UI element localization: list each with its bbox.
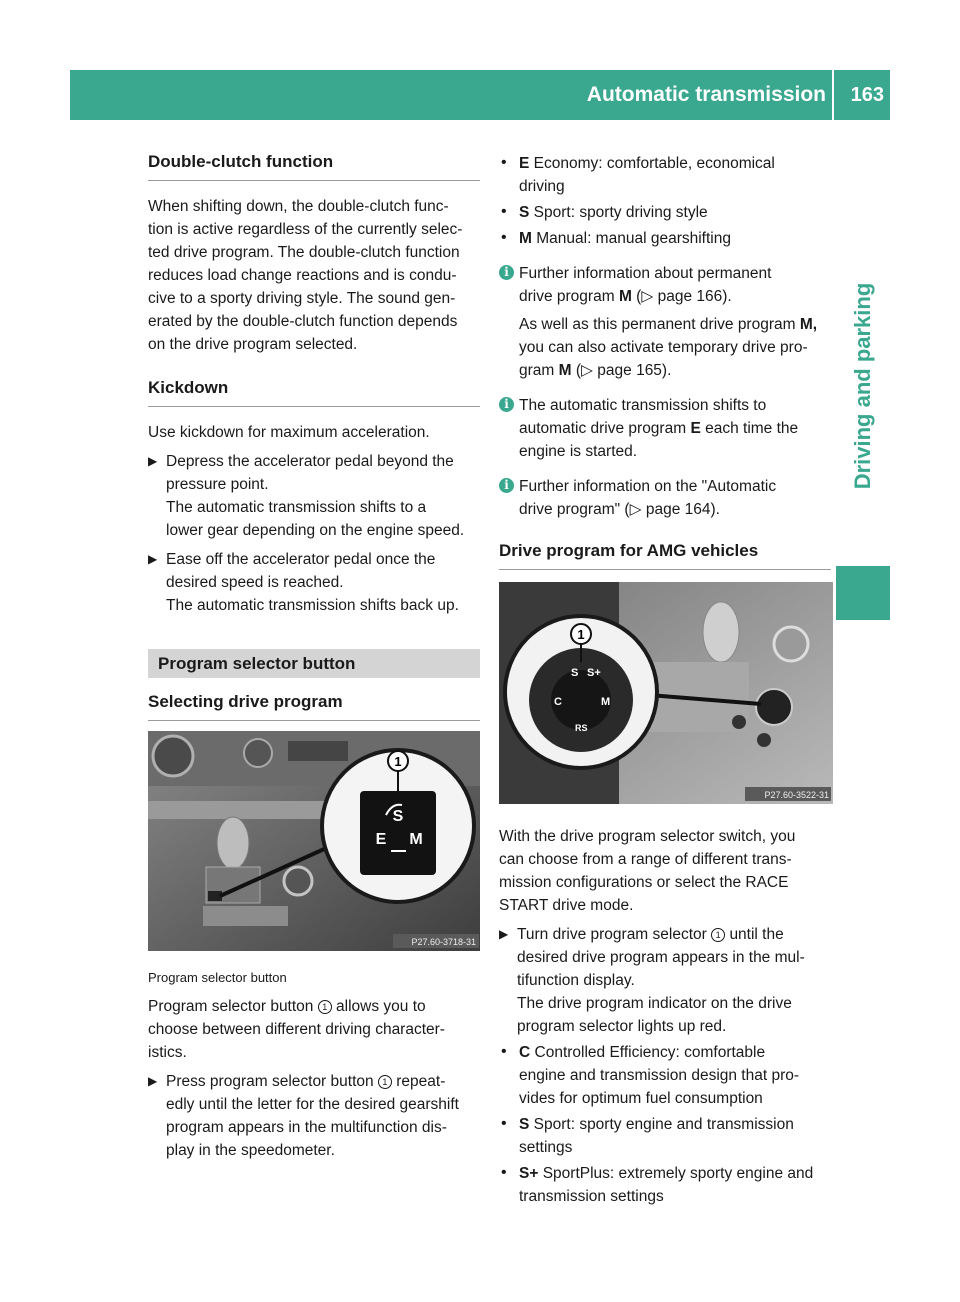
- step-arrow-icon: ▶: [148, 1074, 158, 1088]
- double-clutch-text: When shifting down, the double-clutch func- tion is active regardless of the currently selec- ted drive program. The double-clutch function reduces load change reactions and is condu- cive to a sporty driving style. The sound gen- erated by the double-clutch function depends on the drive program selected.: [148, 198, 463, 353]
- mode-list-item: • M Manual: manual gearshifting: [499, 227, 831, 250]
- amg-selector-photo: [499, 582, 833, 804]
- page-ref-arrow-icon: ▷: [629, 501, 642, 518]
- bullet-icon: •: [501, 1164, 507, 1181]
- svg-text:M: M: [409, 831, 423, 848]
- amg-intro-text: With the drive program selector switch, you can choose from a range of different trans- mission configurations or select the RACE START drive mode.: [499, 828, 796, 914]
- amg-selector-figure: [499, 582, 831, 811]
- amg-drive-program-heading: Drive program for AMG vehicles: [499, 539, 831, 570]
- side-color-block: [836, 566, 890, 620]
- section-side-tab: [836, 226, 890, 546]
- selecting-drive-program-heading: Selecting drive program: [148, 690, 480, 721]
- figure-caption: Program selector button: [148, 970, 287, 985]
- kickdown-step-2: ▶ Ease off the accelerator pedal once the desired speed is reached. The automatic transmission shifts back up.: [148, 548, 480, 617]
- info-note-1: i Further information about permanent drive program M (▷ page 166).: [499, 262, 831, 308]
- mode-list-item: • S Sport: sporty driving style: [499, 201, 831, 224]
- svg-text:C: C: [554, 696, 562, 708]
- program-selector-figure: [148, 731, 480, 958]
- program-selector-section-title: Program selector button: [148, 649, 480, 678]
- chapter-title: Automatic transmission: [586, 83, 826, 106]
- turn-selector-step: ▶ Turn drive program selector 1 until the desired drive program appears in the mul- tifunction display. The drive program indicator on the drive program selector lights up red.: [499, 923, 831, 1038]
- double-clutch-heading: Double-clutch function: [148, 150, 480, 181]
- info-icon: i: [499, 478, 514, 493]
- info-note-1-extra: As well as this permanent drive program M, you can also activate temporary drive pro- gram M (▷ page 165).: [519, 316, 818, 379]
- page-ref-arrow-icon: ▷: [641, 288, 654, 305]
- right-column: [499, 150, 831, 1208]
- svg-text:M: M: [601, 696, 611, 708]
- callout-1-icon: 1: [318, 1000, 332, 1014]
- step-arrow-icon: ▶: [148, 454, 158, 468]
- bullet-icon: •: [501, 229, 507, 246]
- kickdown-heading: Kickdown: [148, 376, 480, 407]
- svg-text:S: S: [392, 808, 404, 825]
- callout-1-icon: 1: [378, 1075, 392, 1089]
- press-selector-step: ▶ Press program selector button 1 repeat- edly until the letter for the desired gearshift program appears in the multifunction dis- play in the speedometer.: [148, 1070, 480, 1162]
- bullet-icon: •: [501, 203, 507, 220]
- bullet-icon: •: [501, 154, 507, 171]
- step-arrow-icon: ▶: [148, 552, 158, 566]
- bullet-icon: •: [501, 1115, 507, 1132]
- mode-list-item: • E Economy: comfortable, economical driving: [499, 152, 831, 198]
- page-ref-arrow-icon: ▷: [581, 362, 593, 379]
- left-column: [148, 150, 480, 1162]
- svg-text:E: E: [375, 831, 387, 848]
- svg-text:P27.60-3718-31: P27.60-3718-31: [411, 937, 476, 947]
- amg-mode-item: • C Controlled Efficiency: comfortable engine and transmission design that pro- vides for optimum fuel consumption: [499, 1041, 831, 1110]
- program-selector-text: Program selector button 1 allows you to choose between different driving character- istics.: [148, 998, 445, 1061]
- info-icon: i: [499, 265, 514, 280]
- kickdown-step-1: ▶ Depress the accelerator pedal beyond the pressure point. The automatic transmission shifts to a lower gear depending on the engine speed.: [148, 450, 480, 542]
- amg-mode-item: • S+ SportPlus: extremely sporty engine and transmission settings: [499, 1162, 831, 1208]
- program-selector-photo: [148, 731, 480, 951]
- svg-text:S+: S+: [587, 667, 601, 679]
- callout-1-icon: 1: [711, 928, 725, 942]
- svg-text:S: S: [571, 667, 579, 679]
- svg-text:1: 1: [394, 754, 402, 769]
- header-divider: [832, 70, 834, 120]
- section-side-label: Driving and parking: [850, 282, 875, 490]
- bullet-icon: •: [501, 1043, 507, 1060]
- kickdown-intro: Use kickdown for maximum acceleration.: [148, 424, 430, 441]
- info-icon: i: [499, 397, 514, 412]
- page-number: 163: [850, 84, 884, 106]
- svg-text:RS: RS: [575, 723, 588, 733]
- svg-text:P27.60-3522-31: P27.60-3522-31: [764, 790, 829, 800]
- amg-mode-item: • S Sport: sporty engine and transmission settings: [499, 1113, 831, 1159]
- svg-text:1: 1: [577, 627, 585, 642]
- page-header: [70, 70, 890, 120]
- info-note-2: i The automatic transmission shifts to automatic drive program E each time the engine is started.: [499, 394, 831, 463]
- info-note-3: i Further information on the "Automatic drive program" (▷ page 164).: [499, 475, 831, 521]
- step-arrow-icon: ▶: [499, 927, 509, 941]
